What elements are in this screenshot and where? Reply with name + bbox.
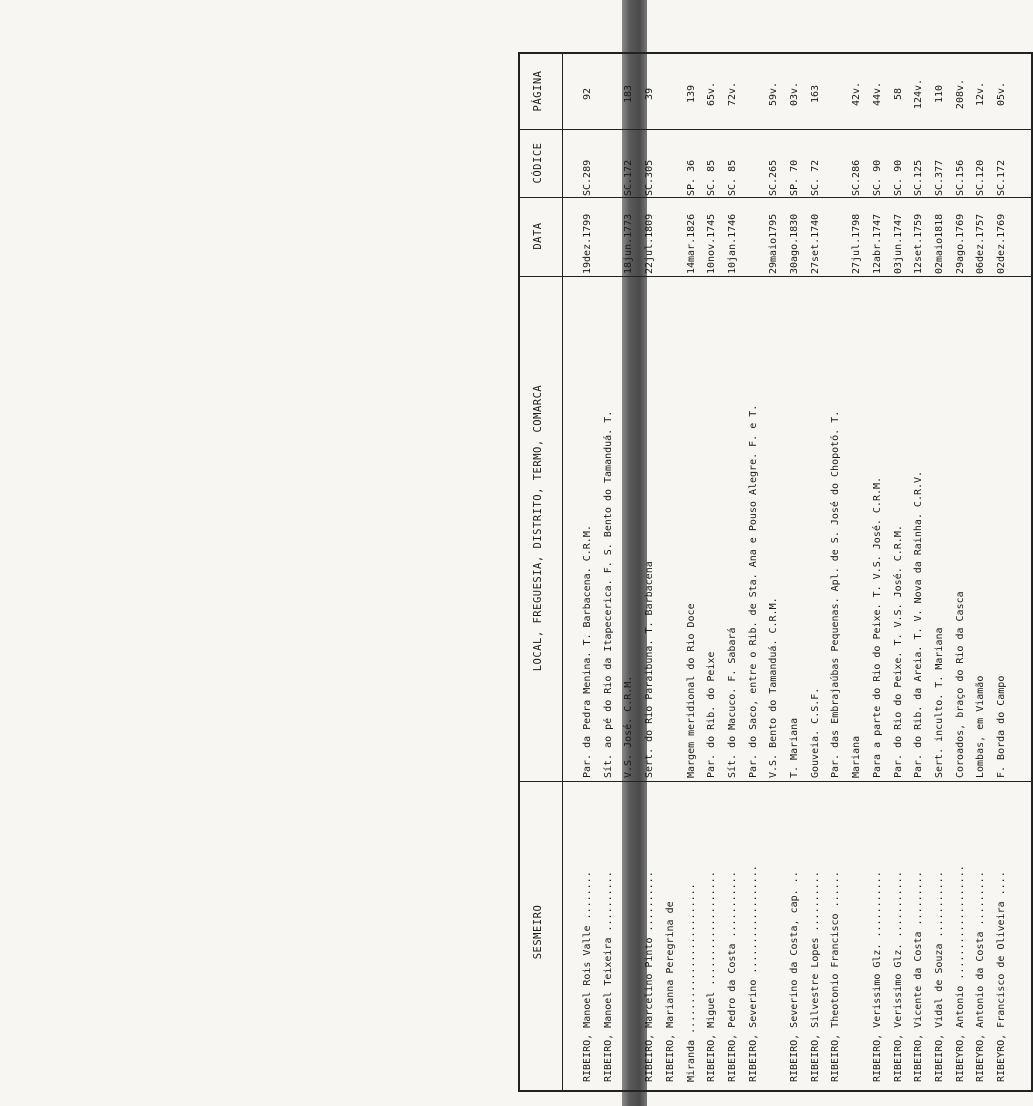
cell-pagina: 58 [892, 87, 904, 101]
cell-sesmeiro: RIBEIRO, Silvestre Lopes .......... [809, 871, 821, 1082]
table-row [971, 52, 991, 1092]
table-row [723, 52, 743, 1092]
cell-date: 06dez.1757 [975, 213, 987, 274]
cell-date: 18jun.1773 [623, 213, 635, 274]
cell-sesmeiro: RIBEIRO, Severino .................. [747, 865, 759, 1082]
cell-pagina: 05v. [996, 81, 1007, 107]
cell-pagina: 03v. [789, 81, 800, 107]
cell-codice: SC.265 [768, 159, 780, 196]
cell-date: 14mar.1826 [685, 213, 697, 274]
cell-codice: SC. 90 [871, 159, 883, 196]
table-row [909, 52, 929, 1092]
cell-date: 10jan.1746 [726, 213, 738, 274]
cell-sesmeiro: RIBEIRO, Manoel Rois Valle ........ [582, 871, 593, 1082]
cell-pagina: 59v. [768, 81, 780, 107]
cell-sesmeiro: RIBEIRO, Manoel Teixeira .......... [602, 871, 614, 1082]
cell-codice: SC.172 [996, 159, 1007, 196]
cell-location: Par. da Pedra Menina. T. Barbacena. C.R.M. [582, 525, 593, 778]
cell-location: Sít. do Macuco. F. Sabará [726, 627, 738, 778]
table-row [744, 52, 764, 1092]
header-page: PÁGINA [532, 70, 544, 112]
cell-sesmeiro: RIBEIRO, Vidal de Souza ........... [933, 871, 945, 1082]
cell-codice: SC. 85 [726, 159, 738, 196]
cell-sesmeiro: RIBEIRO, Verissimo Glz. ........... [892, 871, 904, 1082]
cell-pagina: 163 [809, 84, 821, 104]
cell-codice: SC. 72 [809, 159, 821, 196]
cell-location: Sert. inculto. T. Mariana [933, 627, 945, 778]
cell-pagina: 92 [582, 87, 593, 101]
cell-pagina: 12v. [975, 81, 987, 107]
cell-codice: SP. 70 [789, 159, 800, 196]
cell-date: 02maio1818 [933, 213, 945, 274]
cell-codice: SC.289 [582, 159, 593, 196]
header-code: CÓDICE [532, 142, 544, 184]
cell-location: Gouveia. C.S.F. [809, 687, 821, 778]
cell-sesmeiro: Miranda ......................... [685, 883, 697, 1082]
cell-location: F. Borda do Campo [996, 675, 1007, 778]
cell-pagina: 44v. [871, 81, 883, 107]
cell-sesmeiro: RIBEIRO, Verissimo Glz. ........... [871, 871, 883, 1082]
cell-date: 27jul.1798 [851, 213, 863, 274]
cell-date: 30ago.1830 [789, 213, 800, 274]
cell-pagina: 110 [933, 84, 945, 104]
table-row [951, 52, 971, 1092]
cell-sesmeiro: RIBEIRO, Pedro da Costa ........... [726, 871, 738, 1082]
cell-codice: SC.125 [913, 159, 925, 196]
cell-location: Para a parte do Rio do Peixe. T. V.S. José. C.R.M. [871, 476, 883, 778]
cell-location: V.S. Bento do Tamanduá. C.R.M. [768, 597, 780, 778]
table-row [847, 52, 867, 1092]
table-row [826, 52, 846, 1092]
cell-sesmeiro: RIBEYRO, Antonio da Costa ......... [975, 871, 987, 1082]
cell-pagina: 183 [623, 84, 635, 104]
header-date: DATA [532, 222, 544, 250]
cell-date: 27set.1740 [809, 213, 821, 274]
header-name: SESMEIRO [532, 904, 544, 960]
cell-location: Lombas, em Viamão [975, 675, 987, 778]
cell-location: Sít. ao pé do Rio da Itapecerica. F. S. Bento do Tamanduá. T. [602, 410, 614, 778]
cell-codice: SC.120 [975, 159, 987, 196]
cell-date: 29ago.1769 [954, 213, 966, 274]
cell-sesmeiro: RIBEIRO, Vicente da Costa ......... [913, 871, 925, 1082]
cell-codice: SC.377 [933, 159, 945, 196]
table-row [806, 52, 826, 1092]
cell-location: Par. do Rio do Peixe. T. V.S. José. C.R.M. [892, 525, 904, 778]
cell-pagina: 65v. [706, 81, 718, 107]
table-row [599, 52, 619, 1092]
cell-location: Par. do Rib. da Areia. T. V. Nova da Rainha. C.R.V. [913, 470, 925, 778]
table-row [661, 52, 681, 1092]
header-location: LOCAL, FREGUESIA, DISTRITO, TERMO, COMARCA [532, 384, 544, 672]
cell-codice: SC.172 [623, 159, 635, 196]
cell-location: Par. das Embrajaúbas Pequenas. Apl. de S. José do Chopotó. T. [830, 410, 842, 778]
table-row [640, 52, 660, 1092]
table-row [682, 52, 702, 1092]
cell-location: Par. do Rib. do Peixe [706, 651, 718, 778]
cell-codice: SC. 90 [892, 159, 904, 196]
cell-date: 29maio1795 [768, 213, 780, 274]
cell-codice: SC. 85 [706, 159, 718, 196]
table-row [868, 52, 888, 1092]
cell-sesmeiro: RIBEYRO, Antonio ................... [954, 865, 966, 1082]
cell-pagina: 42v. [851, 81, 863, 107]
table-row [578, 52, 598, 1092]
cell-sesmeiro: RIBEIRO, Marcelino Pinto .......... [644, 871, 656, 1082]
cell-location: Margem meridional do Rio Doce [685, 603, 697, 778]
cell-date: 22jul.1809 [644, 213, 656, 274]
cell-sesmeiro: RIBEIRO, Theotonio Francisco ...... [830, 871, 842, 1082]
cell-sesmeiro: RIBEYRO, Francisco de Oliveira .... [996, 871, 1007, 1082]
cell-location: Sert. do Rio Paraibuna. T. Barbacena [644, 561, 656, 778]
cell-pagina: 139 [685, 84, 697, 104]
cell-sesmeiro: RIBEIRO, Miguel ................... [706, 871, 718, 1082]
cell-sesmeiro: RIBEIRO, Severino da Costa, cap. .. [789, 871, 800, 1082]
table-row [930, 52, 950, 1092]
cell-codice: SC.156 [954, 159, 966, 196]
cell-date: 19dez.1799 [582, 213, 593, 274]
cell-location: Coroados, braço do Rio da Casca [954, 591, 966, 778]
cell-sesmeiro: RIBEIRO, Marianna Peregrina de [664, 901, 676, 1082]
table-row [785, 52, 805, 1092]
table-row [764, 52, 784, 1092]
cell-location: V.S. José. C.R.M. [623, 675, 635, 778]
cell-pagina: 208v. [954, 78, 966, 110]
table-row [889, 52, 909, 1092]
cell-date: 10nov.1745 [706, 213, 718, 274]
cell-date: 12set.1759 [913, 213, 925, 274]
table-row [992, 52, 1012, 1092]
cell-pagina: 124v. [913, 78, 925, 110]
rotated-document-page [518, 52, 1033, 1092]
table-row [702, 52, 722, 1092]
cell-location: Par. do Saco, entre o Rib. de Sta. Ana e Pouso Alegre. F. e T. [747, 404, 759, 778]
cell-date: 12abr.1747 [871, 213, 883, 274]
table-row [619, 52, 639, 1092]
cell-location: Mariana [851, 735, 863, 778]
cell-codice: SC.305 [644, 159, 656, 196]
cell-date: 03jun.1747 [892, 213, 904, 274]
cell-pagina: 39 [644, 87, 656, 101]
cell-location: T. Mariana [789, 717, 800, 778]
cell-codice: SC.286 [851, 159, 863, 196]
cell-date: 02dez.1769 [996, 213, 1007, 274]
cell-codice: SP. 36 [685, 159, 697, 196]
cell-pagina: 72v. [726, 81, 738, 107]
header-divider [562, 52, 563, 1092]
